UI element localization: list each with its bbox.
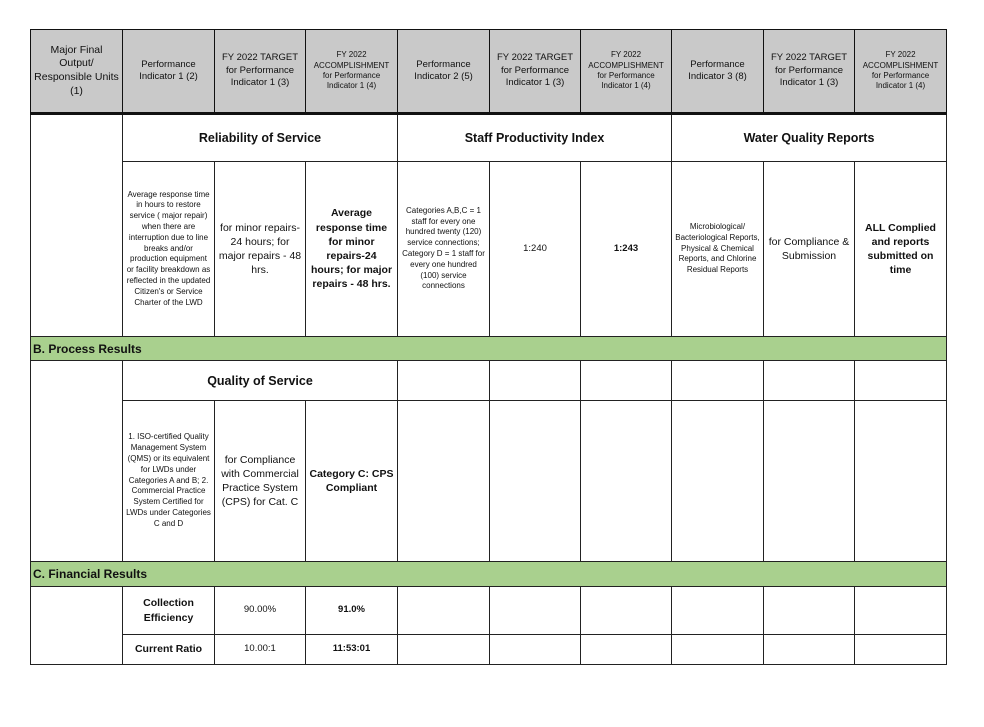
pi2-title: Staff Productivity Index	[398, 114, 672, 162]
empty-cell	[398, 635, 490, 665]
header-accomplishment-1: FY 2022 ACCOMPLISHMENT for Performance Indicator 1 (4)	[306, 30, 398, 114]
section-b-label: B. Process Results	[31, 337, 947, 361]
collection-efficiency-label: Collection Efficiency	[123, 587, 215, 635]
empty-cell	[764, 361, 855, 401]
quality-accomplishment: Category C: CPS Compliant	[306, 401, 398, 562]
pi3-accomplishment: ALL Complied and reports submitted on time	[855, 162, 947, 337]
table-row	[31, 635, 947, 665]
empty-cell	[490, 361, 581, 401]
empty-cell	[764, 401, 855, 562]
header-major-final-output: Major Final Output/ Responsible Units (1)	[31, 30, 123, 114]
empty-cell	[490, 635, 581, 665]
performance-table	[30, 29, 947, 665]
empty-cell	[581, 635, 672, 665]
empty-cell	[855, 401, 947, 562]
empty-cell	[31, 587, 123, 665]
current-ratio-label: Current Ratio	[123, 635, 215, 665]
pi1-title: Reliability of Service	[123, 114, 398, 162]
pi2-accomplishment: 1:243	[581, 162, 672, 337]
pi3-title: Water Quality Reports	[672, 114, 947, 162]
table-row	[31, 587, 947, 635]
header-accomplishment-2: FY 2022 ACCOMPLISHMENT for Performance Indicator 1 (4)	[581, 30, 672, 114]
header-target-3: FY 2022 TARGET for Performance Indicator 1 (3)	[764, 30, 855, 114]
empty-cell	[398, 587, 490, 635]
collection-efficiency-target: 90.00%	[215, 587, 306, 635]
quality-target: for Compliance with Commercial Practice System (CPS) for Cat. C	[215, 401, 306, 562]
pi2-description: Categories A,B,C = 1 staff for every one hundred twenty (120) service connections; Category D = 1 staff for every one hundred (100) service connections	[398, 162, 490, 337]
section-a-title-row	[31, 114, 947, 162]
empty-cell	[672, 635, 764, 665]
header-performance-indicator-2: Performance Indicator 2 (5)	[398, 30, 490, 114]
empty-cell	[31, 361, 123, 562]
empty-cell	[398, 401, 490, 562]
empty-cell	[581, 401, 672, 562]
section-b-detail-row	[31, 401, 947, 562]
header-row	[31, 30, 947, 114]
pi1-description: Average response time in hours to restore service ( major repair) when there are interruption due to line breaks and/or production equipment or facility breakdown as reflected in the updated Citizen's or Service Charter of the LWD	[123, 162, 215, 337]
section-c-label: C. Financial Results	[31, 562, 947, 587]
header-accomplishment-3: FY 2022 ACCOMPLISHMENT for Performance Indicator 1 (4)	[855, 30, 947, 114]
quality-of-service-title: Quality of Service	[123, 361, 398, 401]
header-target-2: FY 2022 TARGET for Performance Indicator 1 (3)	[490, 30, 581, 114]
pi1-target: for minor repairs-24 hours; for major repairs - 48 hrs.	[215, 162, 306, 337]
header-target-1: FY 2022 TARGET for Performance Indicator 1 (3)	[215, 30, 306, 114]
current-ratio-accomplishment: 11:53:01	[306, 635, 398, 665]
header-performance-indicator-1: Performance Indicator 1 (2)	[123, 30, 215, 114]
empty-cell	[672, 361, 764, 401]
empty-cell	[490, 401, 581, 562]
empty-cell	[581, 587, 672, 635]
pi1-accomplishment: Average response time for minor repairs-24 hours; for major repairs - 48 hrs.	[306, 162, 398, 337]
empty-cell	[764, 587, 855, 635]
empty-cell	[672, 587, 764, 635]
empty-cell	[855, 361, 947, 401]
empty-cell	[672, 401, 764, 562]
section-b-title-row	[31, 361, 947, 401]
empty-cell	[398, 361, 490, 401]
section-c-row	[31, 562, 947, 587]
empty-cell	[31, 114, 123, 337]
empty-cell	[581, 361, 672, 401]
current-ratio-target: 10.00:1	[215, 635, 306, 665]
pi3-target: for Compliance & Submission	[764, 162, 855, 337]
pi3-description: Microbiological/ Bacteriological Reports, Physical & Chemical Reports, and Chlorine Residual Reports	[672, 162, 764, 337]
empty-cell	[490, 587, 581, 635]
section-a-detail-row	[31, 162, 947, 337]
collection-efficiency-accomplishment: 91.0%	[306, 587, 398, 635]
empty-cell	[764, 635, 855, 665]
header-performance-indicator-3: Performance Indicator 3 (8)	[672, 30, 764, 114]
empty-cell	[855, 587, 947, 635]
pi2-target: 1:240	[490, 162, 581, 337]
empty-cell	[855, 635, 947, 665]
quality-description: 1. ISO-certified Quality Management System (QMS) or its equivalent for LWDs under Categories A and B; 2. Commercial Practice System Certified for LWDs under Categories C and D	[123, 401, 215, 562]
section-b-row	[31, 337, 947, 361]
